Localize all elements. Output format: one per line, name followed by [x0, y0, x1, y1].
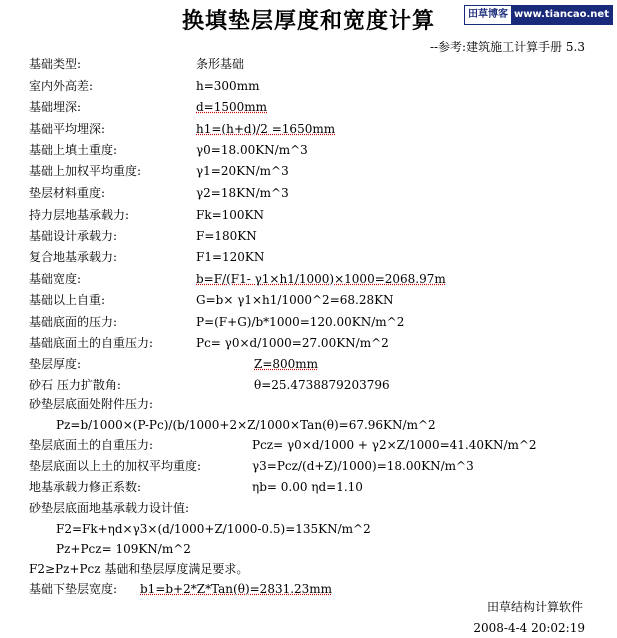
label: 基础类型:: [29, 57, 82, 71]
value: γ1=20KN/m^3: [196, 164, 289, 178]
label: 基础底面的压力:: [29, 315, 118, 329]
value: γ0=18.00KN/m^3: [196, 143, 308, 157]
value: θ=25.4738879203796: [254, 378, 390, 392]
label: 基础设计承载力:: [29, 229, 118, 243]
value: ηb= 0.00 ηd=1.10: [252, 480, 363, 494]
value: Z=800mm: [254, 357, 319, 371]
value: F1=120KN: [196, 250, 265, 264]
label: 室内外高差:: [29, 79, 94, 93]
label: 垫层厚度:: [29, 357, 82, 371]
site-logo[interactable]: [464, 5, 613, 25]
value: γ2=18KN/m^3: [196, 186, 289, 200]
value: Fk=100KN: [196, 208, 265, 222]
value: b1=b+2*Z*Tan(θ)=2831.23mm: [140, 582, 333, 596]
label: 地基承载力修正系数:: [29, 480, 142, 494]
value: b=F/(F1- γ1×h1/1000)×1000=2068.97m: [196, 272, 446, 286]
value: h1=(h+d)/2 =1650mm: [196, 122, 336, 136]
label: 复合地基承载力:: [29, 250, 118, 264]
value: Pcz= γ0×d/1000 + γ2×Z/1000=41.40KN/m^2: [252, 438, 537, 452]
value: 条形基础: [196, 57, 245, 71]
label: F2≥Pz+Pcz 基础和垫层厚度满足要求。: [29, 562, 249, 576]
timestamp: 2008-4-4 20:02:19: [473, 621, 585, 635]
value: Pz+Pcz= 109KN/m^2: [56, 542, 191, 556]
value: G=b× γ1×h1/1000^2=68.28KN: [196, 293, 394, 307]
label: 基础下垫层宽度:: [29, 582, 118, 596]
value: P=(F+G)/b*1000=120.00KN/m^2: [196, 315, 405, 329]
value: d=1500mm: [196, 100, 268, 114]
label: 基础上加权平均重度:: [29, 164, 142, 178]
label: 垫层底面土的自重压力:: [29, 438, 154, 452]
label: 基础上填土重度:: [29, 143, 118, 157]
label: 持力层地基承载力:: [29, 208, 130, 222]
value: Pc= γ0×d/1000=27.00KN/m^2: [196, 336, 389, 350]
label: 基础埋深:: [29, 100, 82, 114]
page-title: 换填垫层厚度和宽度计算: [181, 9, 435, 34]
software-name: 田草结构计算软件: [486, 600, 583, 614]
value: h=300mm: [196, 79, 260, 93]
value: Pz=b/1000×(P-Pc)/(b/1000+2×Z/1000×Tan(θ)=67.96KN/m^2: [56, 418, 436, 432]
label: 砂垫层底面地基承载力设计值:: [29, 501, 190, 515]
label: 基础以上自重:: [29, 293, 106, 307]
value: γ3=Pcz/(d+Z)/1000)=18.00KN/m^3: [252, 459, 474, 473]
value: F2=Fk+ηd×γ3×(d/1000+Z/1000-0.5)=135KN/m^2: [56, 522, 371, 536]
label: 垫层底面以上土的加权平均重度:: [29, 459, 202, 473]
reference-note: --参考:建筑施工计算手册 5.3: [429, 40, 585, 54]
label: 基础宽度:: [29, 272, 82, 286]
logo-text-url: www.tiancao.net: [511, 6, 612, 24]
label: 砂垫层底面处附件压力:: [29, 397, 154, 411]
label: 基础平均埋深:: [29, 122, 106, 136]
logo-text-blog: 田草博客: [465, 6, 511, 24]
label: 砂石 压力扩散角:: [29, 378, 121, 392]
label: 基础底面土的自重压力:: [29, 336, 154, 350]
label: 垫层材料重度:: [29, 186, 106, 200]
value: F=180KN: [196, 229, 257, 243]
